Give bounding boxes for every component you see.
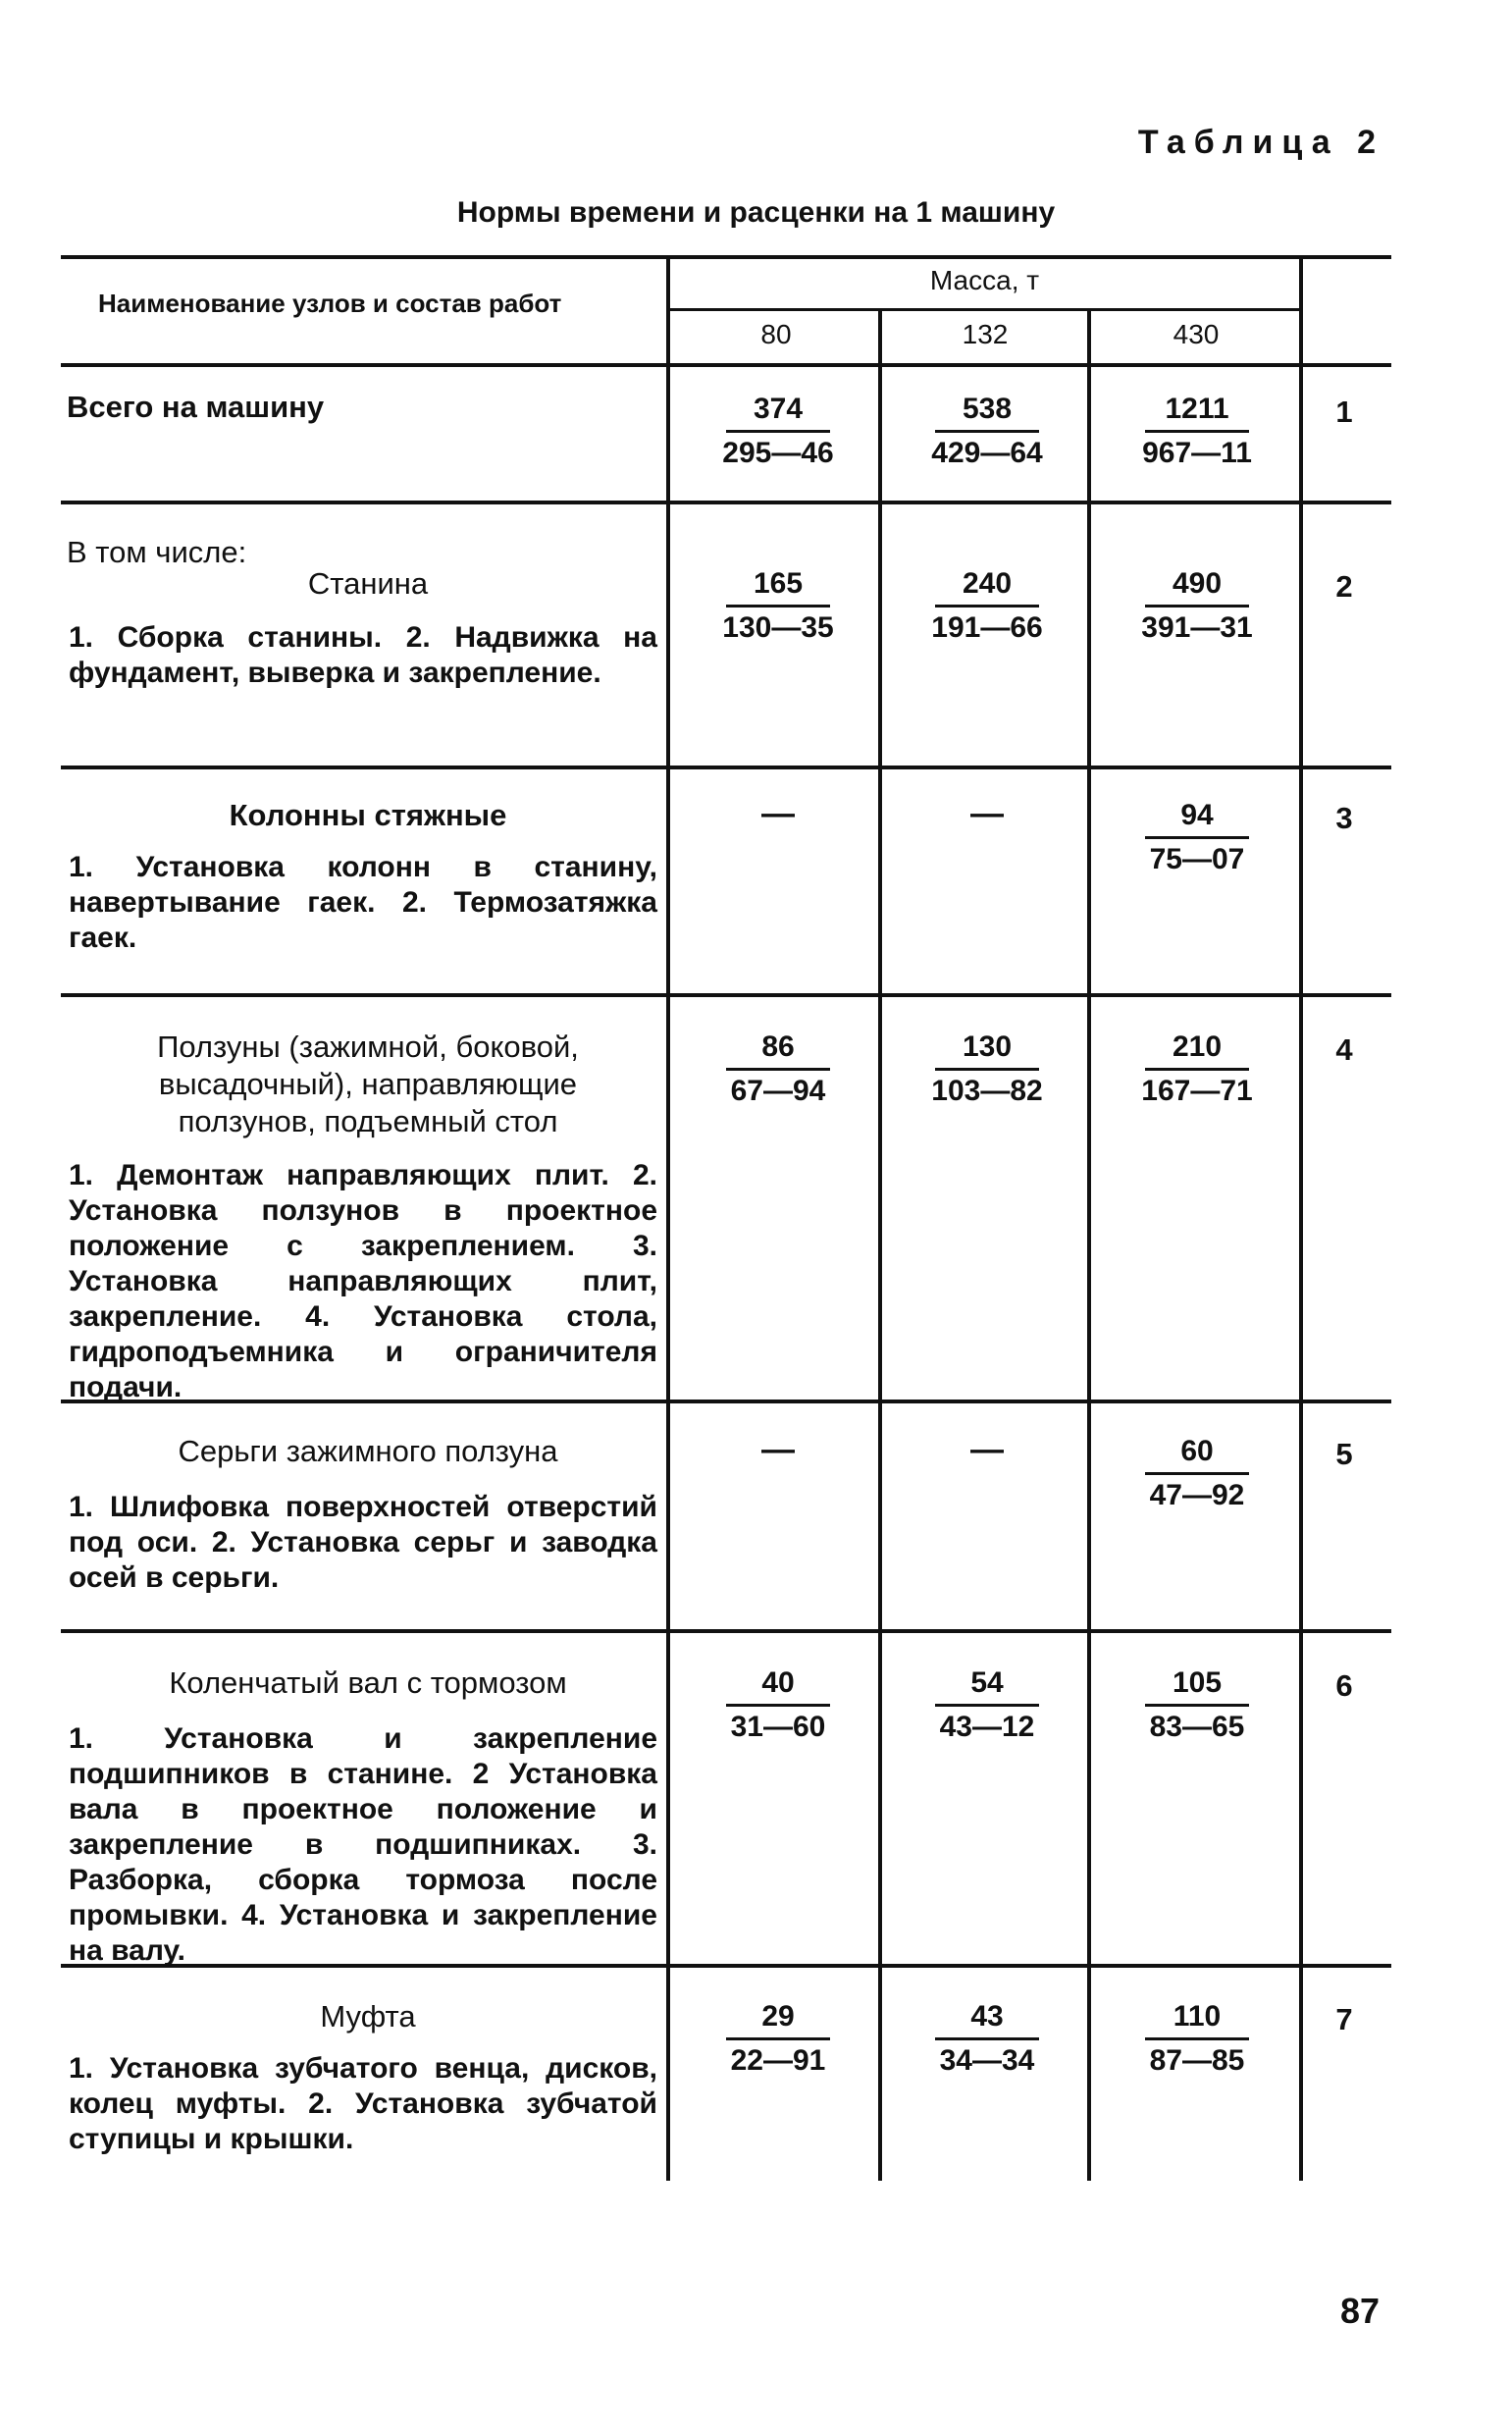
row-1-number: 1 xyxy=(1335,395,1353,429)
value-rate: 31—60 xyxy=(730,1711,826,1743)
row-6-mass-80 xyxy=(714,1666,842,1744)
header-bottom-rule xyxy=(61,363,1391,367)
value-norm: 40 xyxy=(726,1666,830,1707)
header-mass-430: 430 xyxy=(1173,319,1220,349)
value-rate: 103—82 xyxy=(931,1075,1043,1107)
value-rate: 967—11 xyxy=(1142,437,1252,469)
row-2-mass-430 xyxy=(1133,567,1261,645)
row-6-mass-132 xyxy=(923,1666,1051,1744)
value-rate: 295—46 xyxy=(722,437,834,469)
value-norm: 210 xyxy=(1145,1030,1249,1071)
row-rule-5 xyxy=(61,1629,1391,1633)
header-name-col: Наименование узлов и состав работ xyxy=(98,289,562,318)
row-rule-2 xyxy=(61,766,1391,769)
value-norm: 374 xyxy=(726,393,830,433)
vline-mass-430 xyxy=(1299,257,1303,2181)
value-norm: 538 xyxy=(935,393,1039,433)
row-5-desc: 1. Шлифовка поверхностей отверстий под оси. 2. Установка серьг и заводка осей в серьги. xyxy=(69,1491,657,1594)
value-norm: 86 xyxy=(726,1030,830,1071)
row-2-mass-132 xyxy=(923,567,1051,645)
row-3-head: Колонны стяжные xyxy=(229,798,507,832)
value-norm: 54 xyxy=(935,1666,1039,1707)
row-3-mass-132: — xyxy=(970,795,1004,832)
row-1-mass-80 xyxy=(714,393,842,470)
row-4-mass-132 xyxy=(923,1030,1051,1108)
value-rate: 391—31 xyxy=(1141,611,1253,644)
vline-name-col xyxy=(666,257,670,2181)
table-top-rule xyxy=(61,255,1391,259)
row-6-head: Коленчатый вал с тормозом xyxy=(169,1665,567,1700)
value-rate: 191—66 xyxy=(931,611,1043,644)
row-6-mass-430 xyxy=(1133,1666,1261,1744)
row-1-mass-430 xyxy=(1133,393,1261,470)
table-title: Нормы времени и расценки на 1 машину xyxy=(456,196,1056,229)
value-norm: 105 xyxy=(1145,1666,1249,1707)
row-4-number: 4 xyxy=(1335,1032,1353,1067)
row-7-mass-80 xyxy=(714,2000,842,2078)
row-6-desc: 1. Установка и закрепление подшипников в станине. 2 Установка вала в проектное положение и закрепление в подшипниках. 3. Разборка, сборка тормоза после промывки. 4. Установка и закрепление на валу. xyxy=(69,1722,657,1967)
row-7-desc: 1. Установка зубчатого венца, дисков, колец муфты. 2. Установка зубчатой ступицы и крышки. xyxy=(69,2052,657,2155)
value-norm: 43 xyxy=(935,2000,1039,2040)
vline-mass-132 xyxy=(1087,310,1091,2181)
row-4-mass-430 xyxy=(1133,1030,1261,1108)
row-3-number: 3 xyxy=(1335,801,1353,835)
row-6-number: 6 xyxy=(1335,1668,1353,1703)
row-4-mass-80 xyxy=(714,1030,842,1108)
value-rate: 43—12 xyxy=(939,1711,1035,1743)
row-5-number: 5 xyxy=(1335,1437,1353,1471)
row-5-mass-430 xyxy=(1133,1435,1261,1512)
mass-subheader-rule xyxy=(668,308,1300,311)
value-rate: 167—71 xyxy=(1141,1075,1253,1107)
row-2-head: Станина xyxy=(307,566,429,601)
value-rate: 34—34 xyxy=(939,2044,1035,2077)
value-rate: 429—64 xyxy=(931,437,1043,469)
row-2-number: 2 xyxy=(1335,569,1353,604)
row-3-mass-80: — xyxy=(761,795,795,832)
value-norm: 130 xyxy=(935,1030,1039,1071)
row-2-desc: 1. Сборка станины. 2. Надвижка на фундамент, выверка и закрепление. xyxy=(69,621,657,689)
value-norm: 1211 xyxy=(1145,393,1249,433)
value-rate: 67—94 xyxy=(730,1075,826,1107)
row-4-head: Ползуны (зажимной, боковой, высадочный), направляющие ползунов, подъемный стол xyxy=(157,1030,579,1138)
vline-mass-80 xyxy=(878,310,882,2181)
row-1-label: Всего на машину xyxy=(67,390,325,424)
value-norm: 110 xyxy=(1145,2000,1249,2040)
row-2-pre: В том числе: xyxy=(67,535,247,569)
row-7-mass-132 xyxy=(923,2000,1051,2078)
row-rule-3 xyxy=(61,993,1391,997)
row-7-head: Муфта xyxy=(320,1999,416,2034)
row-1-mass-132 xyxy=(923,393,1051,470)
value-rate: 47—92 xyxy=(1149,1479,1245,1511)
row-7-number: 7 xyxy=(1335,2002,1353,2036)
page-number: 87 xyxy=(1340,2291,1381,2331)
value-norm: 60 xyxy=(1145,1435,1249,1475)
row-2-mass-80 xyxy=(714,567,842,645)
value-rate: 75—07 xyxy=(1149,843,1245,875)
table-caption: Таблица 2 xyxy=(1137,124,1384,161)
value-rate: 83—65 xyxy=(1149,1711,1245,1743)
value-norm: 94 xyxy=(1145,799,1249,839)
value-norm: 29 xyxy=(726,2000,830,2040)
header-mass-132: 132 xyxy=(962,319,1009,349)
header-mass-label: Масса, т xyxy=(929,265,1040,295)
value-norm: 165 xyxy=(726,567,830,608)
row-3-mass-430 xyxy=(1133,799,1261,876)
row-4-desc: 1. Демонтаж направляющих плит. 2. Установка ползунов в проектное положение с закреплением. 3. Установка направляющих плит, закрепление. 4. Установка стола, гидроподъемника и ограничителя подачи. xyxy=(69,1159,657,1403)
value-rate: 22—91 xyxy=(730,2044,826,2077)
row-3-desc: 1. Установка колонн в станину, навертывание гаек. 2. Термозатяжка гаек. xyxy=(69,851,657,954)
value-norm: 490 xyxy=(1145,567,1249,608)
row-rule-1 xyxy=(61,501,1391,504)
value-rate: 130—35 xyxy=(722,611,834,644)
header-mass-80: 80 xyxy=(760,319,792,349)
value-rate: 87—85 xyxy=(1149,2044,1245,2077)
value-norm: 240 xyxy=(935,567,1039,608)
row-7-mass-430 xyxy=(1133,2000,1261,2078)
row-5-mass-132: — xyxy=(970,1431,1004,1468)
row-5-head: Серьги зажимного ползуна xyxy=(178,1434,558,1468)
row-5-mass-80: — xyxy=(761,1431,795,1468)
